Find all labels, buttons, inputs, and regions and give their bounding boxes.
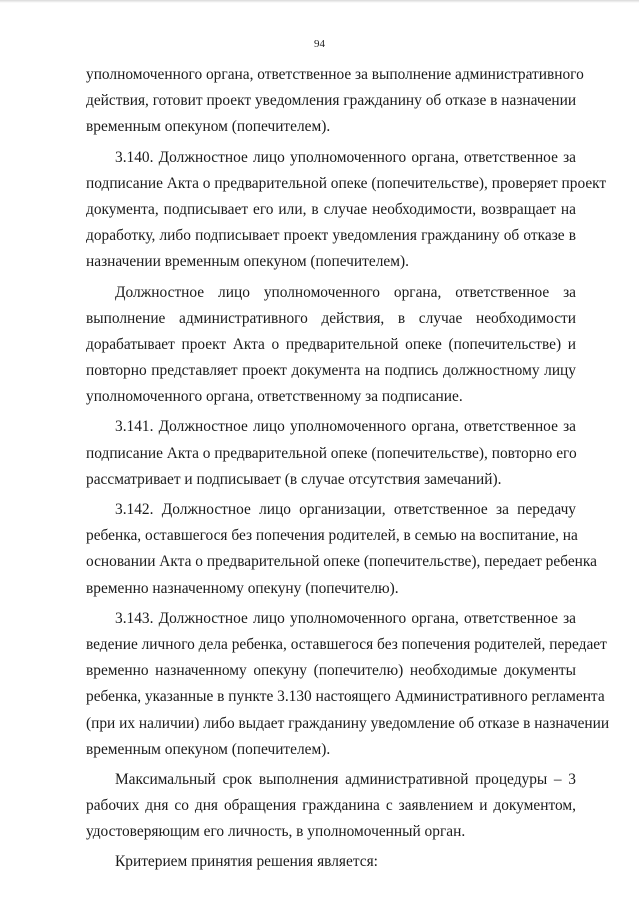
page-number: 94 — [314, 38, 325, 50]
page-top-edge — [0, 0, 639, 3]
text-line: уполномоченного органа, ответственное за выполнение административного — [86, 66, 584, 83]
text-line: временно назначенному опекуну (попечителю) необходимые документы — [86, 662, 576, 680]
text-line: рабочих дня со дня обращения гражданина с заявлением и документом, — [86, 797, 576, 815]
text-line: действия, готовит проект уведомления гражданину об отказе в назначении — [86, 92, 577, 110]
text-line: ведение личного дела ребенка, оставшегося без попечения родителей, передает — [86, 635, 607, 653]
text-line: уполномоченного органа, ответственному за подписание. — [86, 388, 463, 406]
text-line: документа, подписывает его или, в случае необходимости, возвращает на — [86, 200, 576, 218]
text-line: дорабатывает проект Акта о предварительной опеке (попечительстве) и — [86, 335, 576, 353]
text-line: временно назначенному опекуну (попечителю). — [86, 579, 399, 597]
text-line: 3.143. Должностное лицо уполномоченного органа, ответственное за — [115, 609, 576, 627]
text-line: временным опекуном (попечителем). — [86, 740, 331, 758]
text-line: 3.140. Должностное лицо уполномоченного органа, ответственное за — [115, 148, 576, 166]
text-line: подписание Акта о предварительной опеке (попечительстве), повторно его — [86, 444, 577, 462]
text-line: 3.142. Должностное лицо организации, ответственное за передачу — [115, 501, 576, 518]
text-line: ребенка, оставшегося без попечения родителей, в семью на воспитание, на — [86, 527, 578, 545]
text-line: Критерием принятия решения является: — [115, 853, 378, 871]
text-line: доработку, либо подписывает проект уведомления гражданину об отказе в — [86, 227, 576, 245]
text-line: подписание Акта о предварительной опеке (попечительстве), проверяет проект — [86, 174, 607, 192]
text-line: (при их наличии) либо выдает гражданину уведомление об отказе в назначении — [86, 714, 610, 732]
text-line: Максимальный срок выполнения административной процедуры – 3 — [115, 770, 576, 788]
text-line: основании Акта о предварительной опеке (попечительстве), передает ребенка — [86, 553, 597, 571]
text-line: повторно представляет проект документа на подпись должностному лицу — [86, 362, 576, 380]
text-line: временным опекуном (попечителем). — [86, 118, 331, 136]
text-line: выполнение административного действия, в случае необходимости — [86, 309, 576, 327]
body-text — [86, 62, 610, 876]
text-line: назначении временным опекуном (попечителем). — [86, 253, 409, 271]
text-line: Должностное лицо уполномоченного органа, ответственное за — [115, 283, 576, 301]
text-line: ребенка, указанные в пункте 3.130 настоящего Административного регламента — [86, 688, 605, 706]
text-line: рассматривает и подписывает (в случае отсутствия замечаний). — [86, 470, 502, 488]
text-line: 3.141. Должностное лицо уполномоченного органа, ответственное за — [115, 418, 576, 436]
text-line: удостоверяющим его личность, в уполномоченный орган. — [86, 823, 466, 841]
